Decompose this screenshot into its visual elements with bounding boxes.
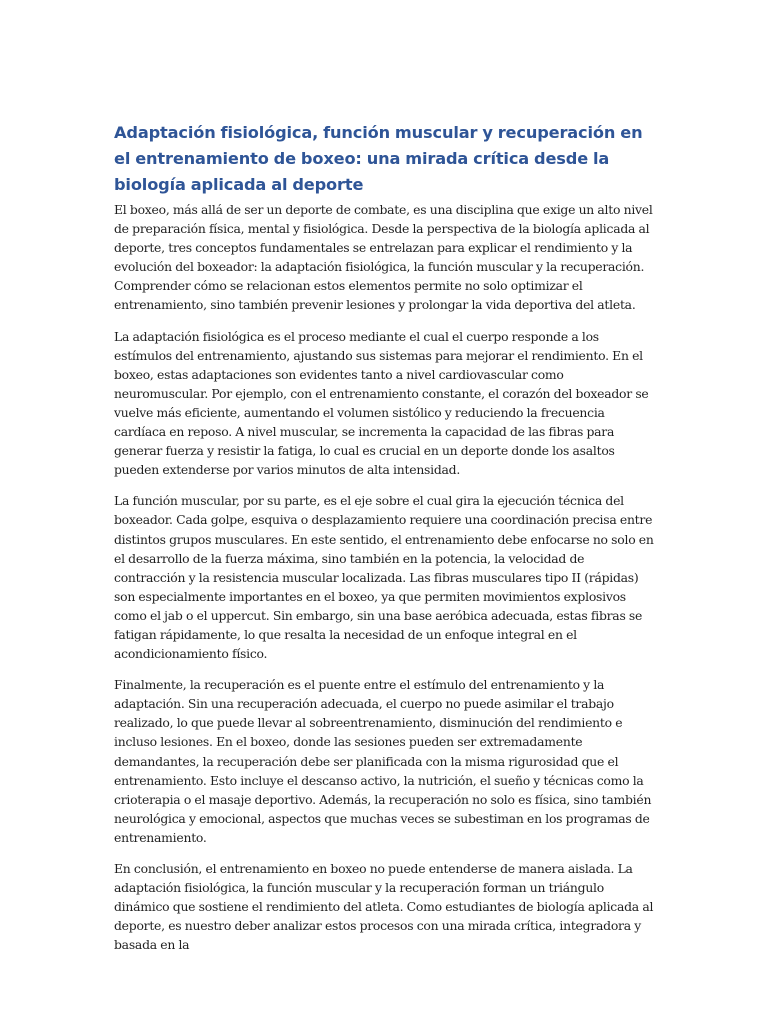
paragraph-conclusion: En conclusión, el entrenamiento en boxeo no puede entenderse de manera aislada. La adaptación fisiológica, la función muscular y la recuperación forman un triángulo dinámico que sostiene el rendimiento del atleta. Como estudiantes de biología aplicada al deporte, es nuestro deber analizar estos procesos con una mirada crítica, integradora y basada en la (114, 861, 654, 953)
paragraph-introduction: El boxeo, más allá de ser un deporte de combate, es una disciplina que exige un alto nivel de preparación física, mental y fisiológica. Desde la perspectiva de la biología aplicada al deporte, tres conceptos fundamentales se entrelazan para explicar el rendimiento y la evolución del boxeador: la adaptación fisiológica, la función muscular y la recuperación. Comprender cómo se relacionan estos elementos permite no solo optimizar el entrenamiento, sino también prevenir lesiones y prolongar la vida deportiva del atleta. (114, 202, 653, 313)
document-content (114, 120, 654, 966)
paragraph-physiological-adaptation: La adaptación fisiológica es el proceso mediante el cual el cuerpo responde a los estímulos del entrenamiento, ajustando sus sistemas para mejorar el rendimiento. En el boxeo, estas adaptaciones son evidentes tanto a nivel cardiovascular como neuromuscular. Por ejemplo, con el entrenamiento constante, el corazón del boxeador se vuelve más eficiente, aumentando el volumen sistólico y reduciendo la frecuencia cardíaca en reposo. A nivel muscular, se incrementa la capacidad de las fibras para generar fuerza y resistir la fatiga, lo cual es crucial en un deporte donde los asaltos pueden extenderse por varios minutos de alta intensidad. (114, 328, 649, 478)
document-title: Adaptación fisiológica, función muscular y recuperación en el entrenamiento de boxeo: una mirada crítica desde la biología aplicada al deporte (114, 123, 643, 194)
paragraph-muscle-function: La función muscular, por su parte, es el eje sobre el cual gira la ejecución técnica del boxeador. Cada golpe, esquiva o desplazamiento requiere una coordinación precisa entre distintos grupos musculares. En este sentido, el entrenamiento debe enfocarse no solo en el desarrollo de la fuerza máxima, sino también en la potencia, la velocidad de contracción y la resistencia muscular localizada. Las fibras musculares tipo II (rápidas) son especialmente importantes en el boxeo, ya que permiten movimientos explosivos como el jab o el uppercut. Sin embargo, sin una base aeróbica adecuada, estas fibras se fatigan rápidamente, lo que resalta la necesidad de un enfoque integral en el acondicionamiento físico. (114, 493, 654, 662)
paragraph-recovery: Finalmente, la recuperación es el puente entre el estímulo del entrenamiento y la adaptación. Sin una recuperación adecuada, el cuerpo no puede asimilar el trabajo realizado, lo que puede llevar al sobreentrenamiento, disminución del rendimiento e incluso lesiones. En el boxeo, donde las sesiones pueden ser extremadamente demandantes, la recuperación debe ser planificada con la misma rigurosidad que el entrenamiento. Esto incluye el descanso activo, la nutrición, el sueño y técnicas como la crioterapia o el masaje deportivo. Además, la recuperación no solo es física, sino también neurológica y emocional, aspectos que muchas veces se subestiman en los programas de entrenamiento. (114, 677, 652, 845)
